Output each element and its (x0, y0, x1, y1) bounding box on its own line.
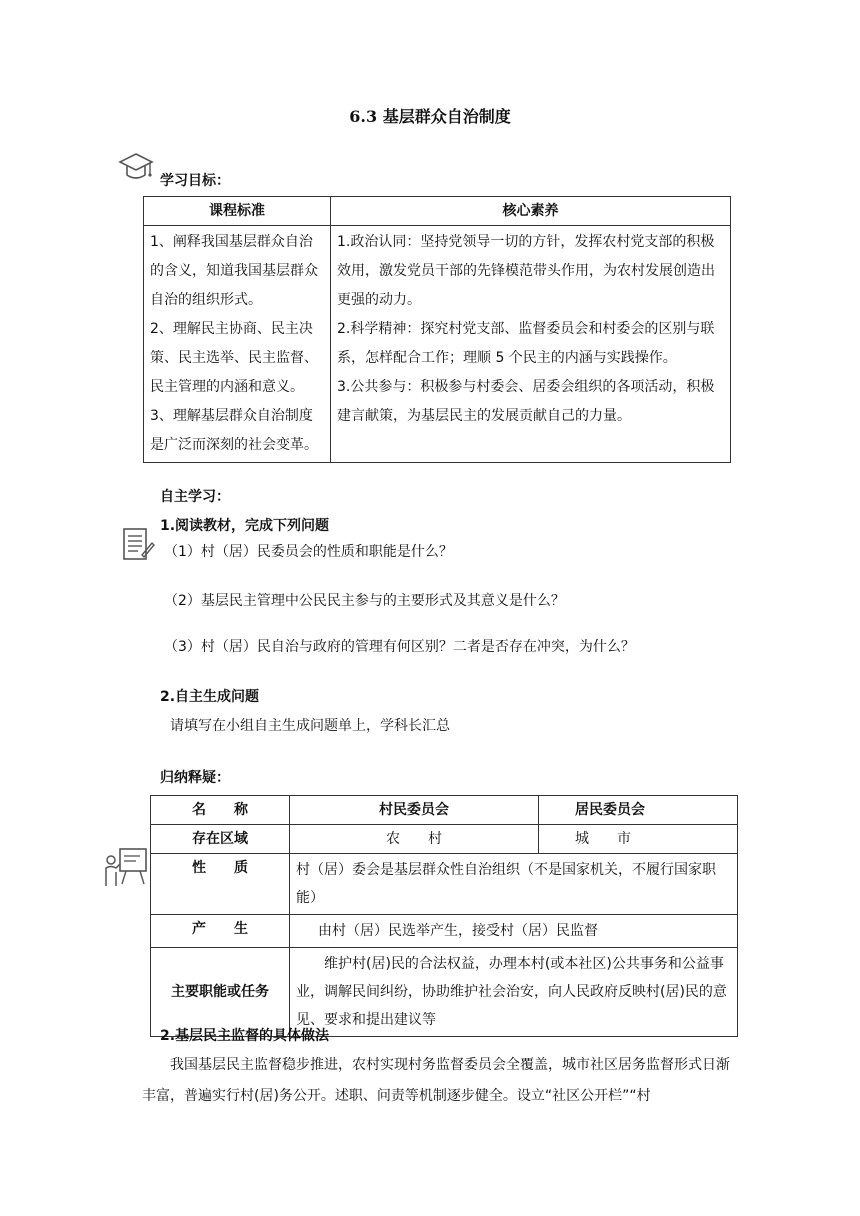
literacy-item: 3.公共参与：积极参与村委会、居委会组织的各项活动，积极建言献策，为基层民主的发展贡献自己的力量。 (337, 379, 715, 424)
page-title: 6.3 基层群众自治制度 (349, 107, 511, 126)
graduation-cap-icon (118, 152, 154, 186)
summary-table (150, 795, 738, 1037)
goals-table (143, 196, 731, 463)
area-village: 农 村 (290, 825, 539, 854)
area-resident: 城 市 (539, 825, 738, 854)
notepad-pencil-icon (120, 525, 156, 565)
row-label-area: 存在区域 (151, 825, 290, 854)
origin-text: 由村（居）民选举产生，接受村（居）民监督 (318, 923, 598, 939)
supervision-heading: 2.基层民主监督的具体做法 (160, 1028, 330, 1044)
standard-item: 2、理解民主协商、民主决策、民主选举、民主监督、民主管理的内涵和意义。 (150, 321, 318, 395)
literacy-item: 1.政治认同：坚持党领导一切的方针，发挥农村党支部的积极效用，激发党员干部的先锋模范带头作用，为农村发展创造出更强的动力。 (337, 234, 715, 308)
self-study-heading: 自主学习： (160, 489, 230, 505)
goals-heading: 学习目标： (160, 173, 230, 189)
question-1: （1）村（居）民委员会的性质和职能是什么？ (164, 544, 453, 560)
header-village: 村民委员会 (290, 796, 539, 825)
question-3: （3）村（居）民自治与政府的管理有何区别？二者是否存在冲突，为什么？ (164, 639, 635, 655)
teacher-board-icon (104, 846, 150, 888)
row-label-origin: 产 生 (151, 915, 290, 948)
nature-text: 村（居）委会是基层群众性自治组织（不是国家机关，不履行国家职能） (296, 862, 716, 906)
col-core-literacy: 核心素养 (331, 197, 731, 226)
standard-item: 1、阐释我国基层群众自治的含义，知道我国基层群众自治的组织形式。 (150, 234, 318, 308)
summary-heading: 归纳释疑： (160, 770, 230, 786)
question-2: （2）基层民主管理中公民民主参与的主要形式及其意义是什么？ (164, 593, 565, 609)
literacy-item: 2.科学精神：探究村党支部、监督委员会和村委会的区别与联系，怎样配合工作；理顺 5 个民主的内涵与实践操作。 (337, 321, 715, 366)
row-label-duties: 主要职能或任务 (151, 948, 290, 1037)
reading-heading: 1.阅读教材，完成下列问题 (160, 518, 330, 534)
standard-item: 3、理解基层群众自治制度是广泛而深刻的社会变革。 (150, 408, 318, 453)
row-label-name: 名 称 (151, 796, 290, 825)
row-label-nature: 性 质 (151, 854, 290, 915)
generate-heading: 2.自主生成问题 (160, 689, 260, 705)
supervision-text: 我国基层民主监督稳步推进，农村实现村务监督委员会全覆盖，城市社区居务监督形式日渐丰富，普遍实行村(居)务公开。述职、问责等机制逐步健全。设立“社区公开栏”“村 (142, 1057, 730, 1104)
duties-text: 维护村(居)民的合法权益，办理本村(或本社区)公共事务和公益事业，调解民间纠纷，协助维护社会治安，向人民政府反映村(居)民的意见、要求和提出建议等 (296, 956, 727, 1028)
generate-text: 请填写在小组自主生成问题单上，学科长汇总 (170, 718, 450, 734)
col-course-standard: 课程标准 (144, 197, 331, 226)
header-resident: 居民委员会 (539, 796, 738, 825)
